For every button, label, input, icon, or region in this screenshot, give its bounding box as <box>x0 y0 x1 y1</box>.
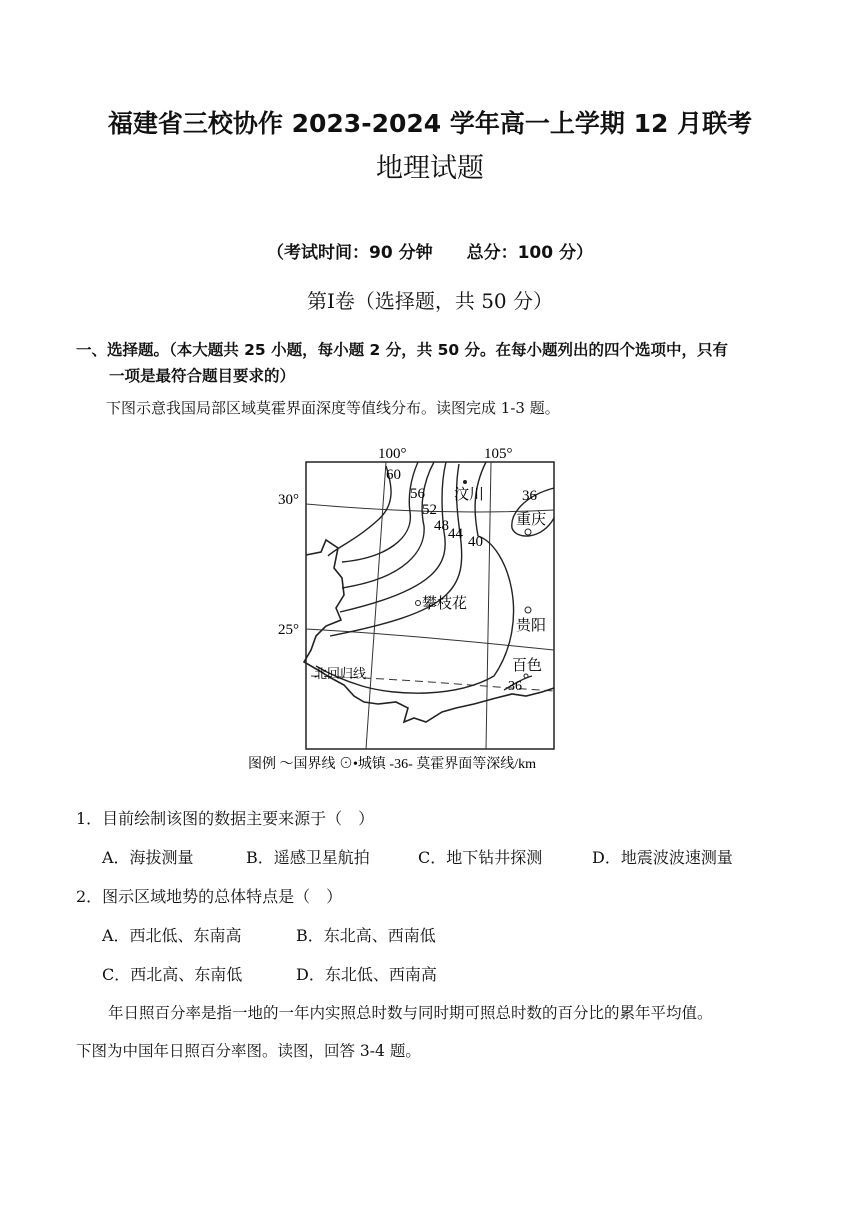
question-2-option-d[interactable]: D．东北低、西南高 <box>296 965 437 984</box>
contour-label: 36 <box>522 488 537 504</box>
lon-label: 100° <box>378 446 407 462</box>
lat-label: 25° <box>278 622 299 638</box>
meridian-100 <box>366 462 386 749</box>
question-1-stem: 1．目前绘制该图的数据主要来源于（ ） <box>76 809 375 828</box>
section-heading <box>76 337 796 389</box>
city-marker <box>463 480 467 484</box>
contour-label: 48 <box>434 518 449 534</box>
tropic-label: 北回归线 <box>314 666 367 681</box>
sunshine-passage <box>76 994 796 1070</box>
passage-line2: 下图为中国年日照百分率图。读图，回答 3-4 题。 <box>76 1042 421 1060</box>
contour-60 <box>328 466 391 556</box>
map-legend: 图例 ～国界线 ⊙•城镇 -36- 莫霍界面等深线/km <box>248 757 537 772</box>
city-label: 重庆 <box>516 512 547 528</box>
section-heading-line1: 一、选择题。（本大题共 25 小题，每小题 2 分，共 50 分。在每小题列出的四个选项中，只有 <box>76 341 729 359</box>
exam-title: 福建省三校协作 2023-2024 学年高一上学期 12 月联考 <box>107 109 753 138</box>
contour-label: 36 <box>508 679 522 694</box>
meridian-105 <box>486 462 491 749</box>
contour-label: 40 <box>468 534 483 550</box>
city-marker <box>525 607 531 613</box>
contour-label: 56 <box>410 486 425 502</box>
section-heading-line2: 一项是最符合题目要求的） <box>109 367 296 385</box>
contour-label: 60 <box>386 467 401 483</box>
map-intro: 下图示意我国局部区域莫霍界面深度等值线分布。读图完成 1-3 题。 <box>106 399 560 417</box>
passage-line1: 年日照百分率是指一地的一年内实照总时数与同时期可照总时数的百分比的累年平均值。 <box>108 1004 713 1022</box>
volume-title: 第Ⅰ卷（选择题，共 50 分） <box>306 289 554 313</box>
lon-label: 105° <box>484 446 513 462</box>
question-1-option-a[interactable]: A．海拔测量 <box>102 848 194 867</box>
moho-depth-map <box>246 440 618 780</box>
contour-label: 44 <box>448 526 463 542</box>
city-label: 百色 <box>512 658 543 674</box>
question-2-option-a[interactable]: A．西北低、东南高 <box>102 926 242 945</box>
city-marker <box>416 601 421 606</box>
city-label: 攀枝花 <box>422 596 468 612</box>
city-marker <box>525 529 531 535</box>
city-label: 汶川 <box>454 487 485 503</box>
question-1-option-b[interactable]: B．遥感卫星航拍 <box>246 848 370 867</box>
contour-label: 52 <box>422 502 437 518</box>
question-2-option-b[interactable]: B．东北高、西南低 <box>296 926 436 945</box>
lat-label: 30° <box>278 492 299 508</box>
subject-title: 地理试题 <box>376 153 484 184</box>
question-1-option-d[interactable]: D．地震波波速测量 <box>592 848 733 867</box>
city-label: 贵阳 <box>516 618 547 634</box>
question-2-option-c[interactable]: C．西北高、东南低 <box>102 965 243 984</box>
question-2-stem: 2．图示区域地势的总体特点是（ ） <box>76 887 343 906</box>
question-1-option-c[interactable]: C．地下钻井探测 <box>418 848 543 867</box>
exam-info: （考试时间：90 分钟 总分：100 分） <box>267 243 593 263</box>
